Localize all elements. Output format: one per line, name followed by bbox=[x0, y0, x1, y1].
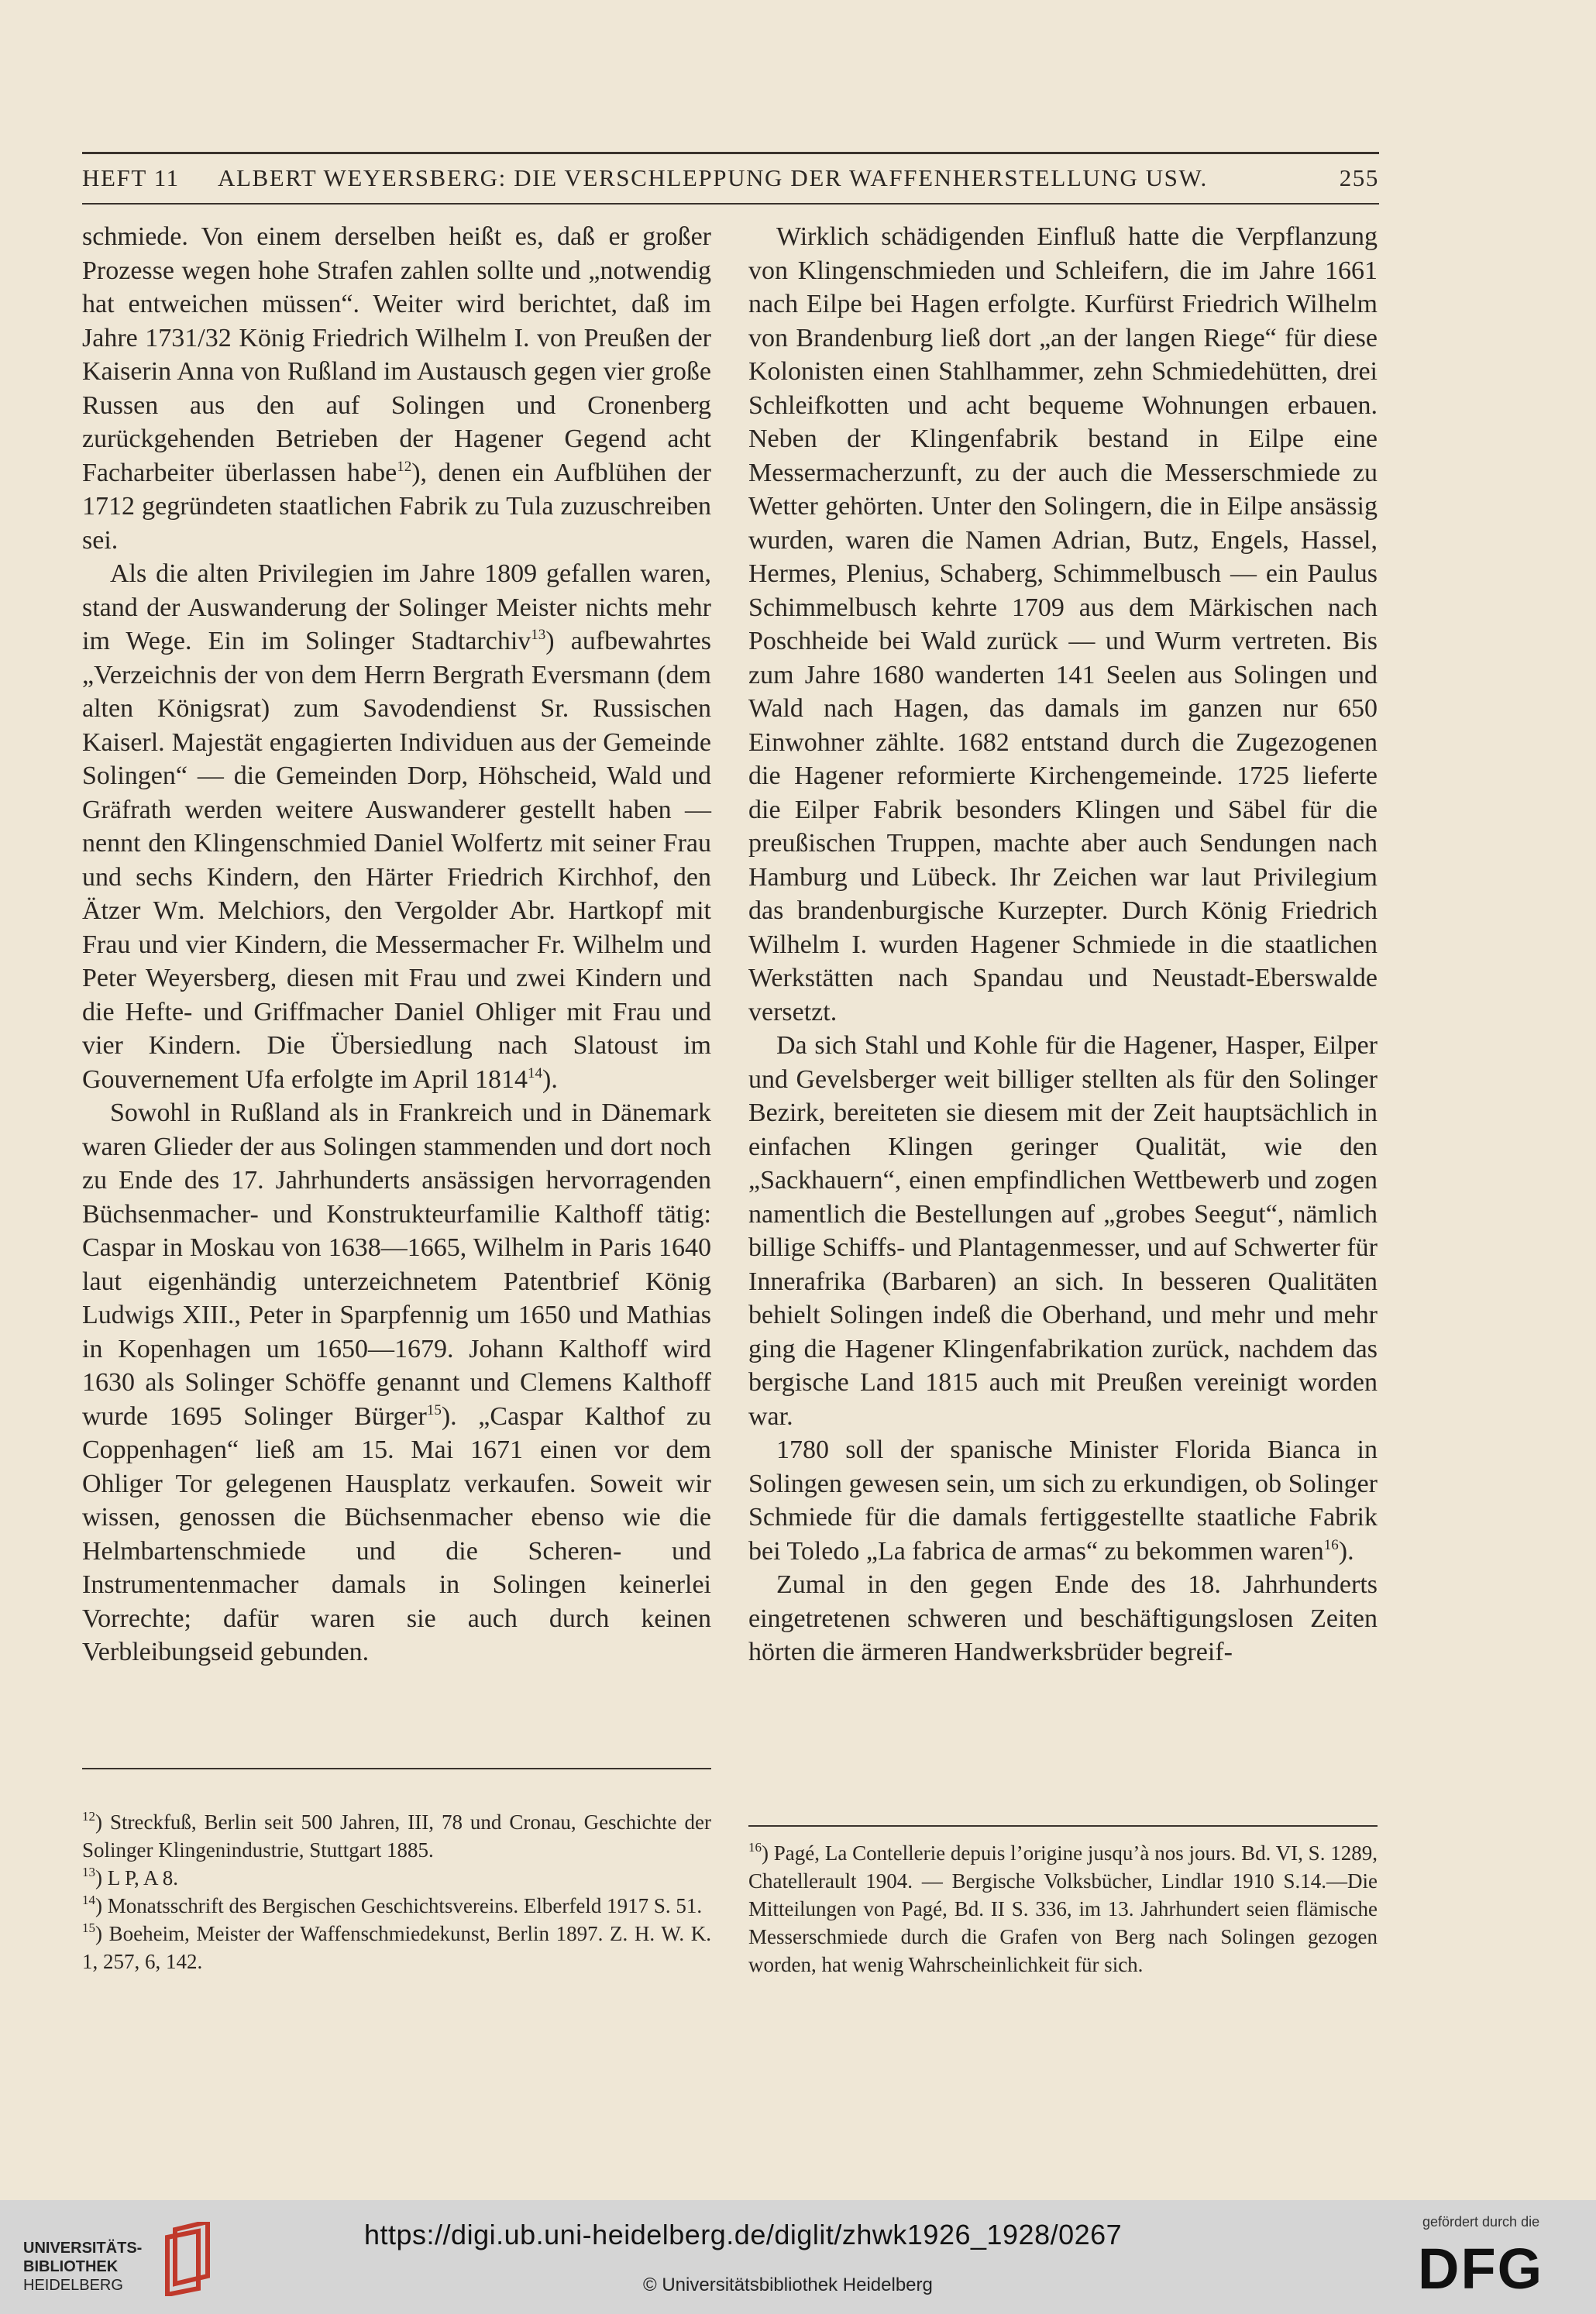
running-header bbox=[82, 164, 1379, 195]
footnote: $^{12}$) Streckfuß, Berlin seit 500 Jahren, III, 78 und Cronau, Geschichte der Solinger Klingenindustrie, Stuttgart 1885. bbox=[82, 1809, 711, 1862]
footnotes-left bbox=[82, 1808, 711, 1975]
footnote-ref[interactable]: 13 bbox=[531, 627, 546, 643]
page-number: 255 bbox=[1339, 164, 1379, 191]
footnote: $^{13}$) L P, A 8. bbox=[82, 1865, 179, 1889]
issue-number: HEFT 11 bbox=[82, 164, 180, 191]
footnote: $^{16}$) Pagé, La Contellerie depuis l’origine jusqu’à nos jours. Bd. VI, S. 1289, Chatellerault 1904. — Bergische Volksbücher, Lindlar 1910 S.14.—Die Mitteilungen von Pagé, Bd. II S. 336, im 13. Jahrhundert seien flämische Messerschmiede durch die Grafen von Berg nach Solingen gezogen worden, hat wenig Wahrscheinlichkeit für sich. bbox=[748, 1840, 1378, 1976]
header-rule-top bbox=[82, 152, 1379, 154]
footnote-ref[interactable]: 16 bbox=[1323, 1536, 1339, 1553]
paragraph: 1780 soll der spanische Minister Florida Bianca in Solingen gewesen sein, um sich zu erkundigen, ob Solinger Schmiede für die damals fertiggestellte staatliche Fabrik bei Toledo „La fabrica de armas“ zu bekommen waren$^{16}$). bbox=[748, 1436, 1378, 1566]
library-name[interactable]: UNIVERSITÄTS- BIBLIOTHEK HEIDELBERG bbox=[23, 2240, 143, 2294]
running-title: ALBERT WEYERSBERG: DIE VERSCHLEPPUNG DER WAFFENHERSTELLUNG USW. bbox=[218, 164, 1208, 191]
paragraph: Da sich Stahl und Kohle für die Hagener, Hasper, Eilper und Gevelsberger weit billiger stellten als für den Solinger Bezirk, bereiteten sie diesem mit der Zeit hauptsächlich in einfachen Klingen geringer Qualität, wie den „Sackhauern“, einen empfindlichen Wettbewerb und zogen namentlich die Bestellungen auf „grobes Seegut“, nämlich billige Schiffs- und Plantagenmesser, und auf Schwerter für Innerafrika (Barbaren) an sich. In besseren Qualitäten behielt Solingen indeß die Oberhand, und mehr und mehr ging die Hagener Klingenfabrikation zurück, nachdem das bergische Land 1815 auch mit Preußen vereinigt worden war. bbox=[748, 1031, 1378, 1431]
paragraph: schmiede. Von einem derselben heißt es, daß er großer Prozesse wegen hohe Strafen zahlen sollte und „notwendig hat entweichen müssen“. Weiter wird berichtet, daß im Jahre 1731/32 König Friedrich Wilhelm I. von Preußen der Kaiserin Anna von Rußland im Austausch gegen vier große Russen aus den auf Solingen und Cronenberg zurückgehenden Betrieben der Hagener Gegend acht Facharbeiter überlassen habe$^{12}$), denen ein Aufblühen der 1712 gegründeten staatlichen Fabrik zu Tula zuzuschreiben sei. bbox=[82, 222, 711, 555]
paragraph: Sowohl in Rußland als in Frankreich und in Dänemark waren Glieder der aus Solingen stammenden und dort noch zu Ende des 17. Jahrhunderts ansässigen hervorragenden Büchsenmacher- und Konstrukteurfamilie Kalthoff tätig: Caspar in Moskau von 1638—1665, Wilhelm in Paris 1640 laut eigenhändig unterzeichnetem Patentbrief König Ludwigs XIII., Peter in Sparpfennig um 1650 und Mathias in Kopenhagen um 1650—1679. Johann Kalthoff wird 1630 als Solinger Schöffe genannt und Clemens Kalthoff wurde 1695 Solinger Bürger$^{15}$). „Caspar Kalthof zu Coppenhagen“ ließ am 15. Mai 1671 einen vor dem Ohliger Tor gelegenen Hausplatz verkaufen. Soweit wir wissen, genossen die Büchsenmacher ebenso wie die Helmbartenschmiede und die Scheren- und Instrumentenmacher damals in Solingen keinerlei Vorrechte; dafür waren sie auch durch keinen Verbleibungseid gebunden. bbox=[82, 1099, 712, 1666]
library-logo-icon bbox=[161, 2222, 223, 2296]
footnote-ref[interactable]: 14 bbox=[528, 1064, 543, 1081]
footnote-ref[interactable]: 15 bbox=[426, 1401, 442, 1418]
permalink-url[interactable]: https://digi.ub.uni-heidelberg.de/diglit/zhwk1926_1928/0267 bbox=[364, 2219, 1123, 2250]
viewer-footer bbox=[0, 2200, 1596, 2314]
footnote-separator bbox=[748, 1825, 1378, 1827]
paragraph: Wirklich schädigenden Einfluß hatte die Verpflanzung von Klingenschmieden und Schleifern, die im Jahre 1661 nach Eilpe bei Hagen erfolgte. Kurfürst Friedrich Wilhelm von Brandenburg ließ dort „an der langen Riege“ für diese Kolonisten einen Stahlhammer, zehn Schmiedehütten, drei Schleifkotten und acht bequeme Wohnungen erbauen. Neben der Klingenfabrik bestand in Eilpe eine Messermacherzunft, zu der auch die Messerschmiede zu Wetter gehörten. Unter den Solingern, die in Eilpe ansässig wurden, waren die Namen Adrian, Butz, Engels, Hassel, Hermes, Plenius, Schaberg, Schimmelbusch — ein Paulus Schimmelbusch kehrte 1709 aus dem Märkischen nach Poschheide bei Wald zurück — und Wurm vertreten. Bis zum Jahre 1680 wanderten 141 Seelen aus Solingen und Wald nach Hagen, das damals im ganzen nur 650 Einwohner zählte. 1682 entstand durch die Zugezogenen die Hagener reformierte Kirchengemeinde. 1725 lieferte die Eilper Fabrik besonders Klingen und Säbel für die preußischen Truppen, machte aber auch Sendungen nach Hamburg und Lübeck. Ihr Zeichen war laut Privilegium das brandenburgische Kurzepter. Durch König Friedrich Wilhelm I. wurden Hagener Schmiede in die staatlichen Werkstätten nach Spandau und Neustadt-Eberswalde versetzt. bbox=[748, 222, 1378, 1026]
footnote-ref[interactable]: 12 bbox=[397, 458, 412, 475]
dfg-logo[interactable]: DFG bbox=[1418, 2237, 1544, 2301]
paragraph: Zumal in den gegen Ende des 18. Jahrhunderts eingetretenen schweren und beschäftigungslosen Zeiten hörten die ärmeren Handwerksbrüder begreif- bbox=[748, 1570, 1378, 1666]
footnote: $^{15}$) Boeheim, Meister der Waffenschmiedekunst, Berlin 1897. Z. H. W. K. 1, 257, 6, 142. bbox=[82, 1920, 711, 1973]
copyright-notice: © Universitätsbibliothek Heidelberg bbox=[643, 2274, 933, 2295]
header-rule-bottom bbox=[82, 203, 1379, 205]
right-column bbox=[748, 220, 1378, 1669]
paragraph: Als die alten Privilegien im Jahre 1809 gefallen waren, stand der Auswanderung der Solinger Meister nichts mehr im Wege. Ein im Solinger Stadtarchiv$^{13}$) aufbewahrtes „Verzeichnis der von dem Herrn Bergrath Eversmann (dem alten Königsrat) zum Savodendienst Sr. Russischen Kaiserl. Majestät engagierten Individuen aus der Gemeinde Solingen“ — die Gemeinden Dorp, Höhscheid, Wald und Gräfrath werden weitere Auswanderer gestellt haben — nennt den Klingenschmied Daniel Wolfertz mit seiner Frau und sechs Kindern, den Härter Friedrich Kirchhof, den Ätzer Wm. Melchiors, den Vergolder Abr. Hartkopf mit Frau und vier Kindern, die Messermacher Fr. Wilhelm und Peter Weyersberg, diesen mit Frau und zwei Kindern und die Hefte- und Griffmacher Daniel Ohliger mit Frau und vier Kindern. Die Übersiedlung nach Slatoust im Gouvernement Ufa erfolgte im April 1814$^{14}$). bbox=[82, 559, 711, 1094]
footnotes-right bbox=[748, 1839, 1378, 1979]
funding-label: gefördert durch die bbox=[1422, 2214, 1540, 2230]
left-column bbox=[82, 220, 711, 1669]
footnote: $^{14}$) Monatsschrift des Bergischen Geschichtsvereins. Elberfeld 1917 S. 51. bbox=[82, 1893, 703, 1917]
footnote-separator bbox=[82, 1768, 711, 1769]
